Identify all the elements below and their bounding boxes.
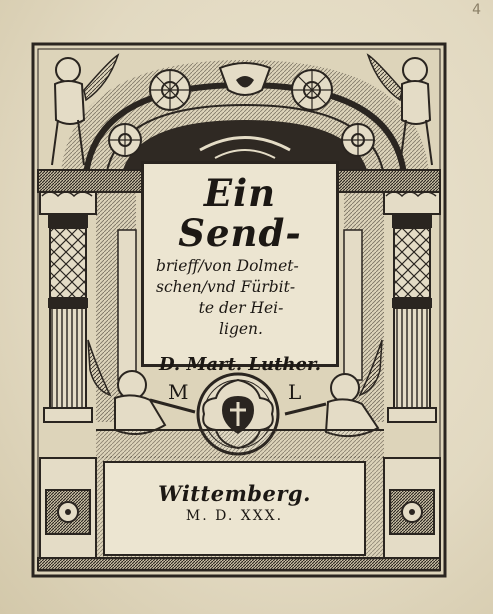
monogram-m: M — [168, 380, 189, 404]
title-panel — [141, 161, 339, 375]
monogram-l: L — [288, 380, 302, 404]
rosette-icon — [109, 124, 141, 156]
rosette-icon — [342, 124, 374, 156]
subtitle-line-1: brieff/von Dolmet- — [156, 257, 299, 275]
right-base — [384, 458, 440, 558]
subtitle-line-2: schen/vnd Fürbit- — [156, 278, 296, 296]
subtitle-line-3: te der Hei- — [198, 299, 284, 317]
rosette-icon — [292, 70, 332, 110]
rosette-icon — [150, 70, 190, 110]
imprint-year: M. D. XXX. — [185, 508, 284, 524]
imprint-panel — [103, 461, 366, 556]
title-subtitle — [144, 256, 336, 340]
page-number-mark: 4 — [472, 2, 481, 18]
imprint-place: Wittemberg. — [158, 481, 311, 506]
title-main: Ein Send- — [178, 171, 302, 255]
left-base — [40, 458, 96, 558]
author-line: D. Mart. Luther. — [158, 354, 322, 375]
subtitle-line-4: ligen. — [219, 320, 263, 338]
